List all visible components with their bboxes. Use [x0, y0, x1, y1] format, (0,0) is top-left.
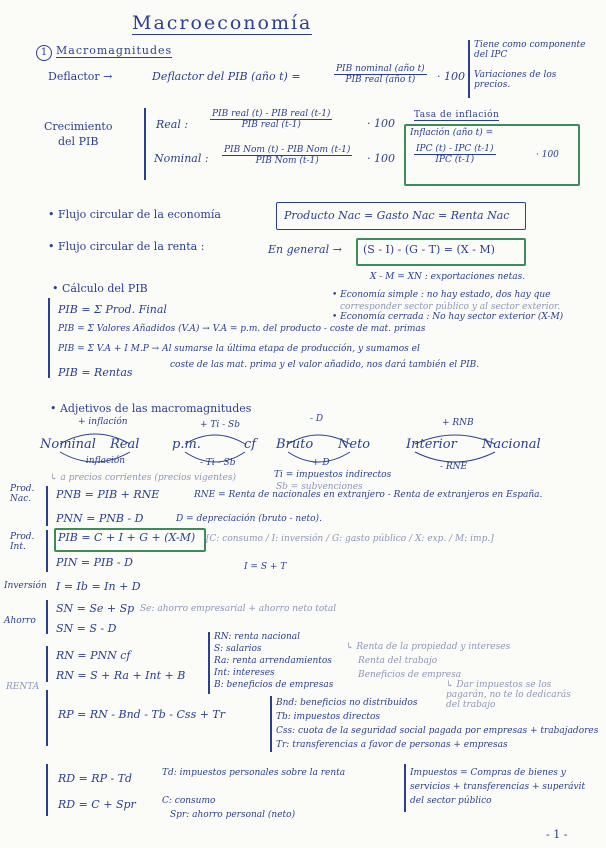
renta-right-note-4: ↳ Dar impuestos se los pagarán, no te lo dedicarás del trabajo [446, 680, 571, 710]
flujo-renta-formula: (S - I) - (G - T) = (X - M) [363, 243, 495, 256]
xn-note: X - M = XN : exportaciones netas. [370, 272, 526, 282]
adj-pm: p.m. [172, 437, 201, 452]
calculo-line4: PIB = Rentas [58, 366, 133, 379]
rd-line2: RD = C + Spr [58, 798, 136, 811]
deflactor-lhs: Deflactor del PIB (año t) = [152, 70, 301, 83]
rnb-top: + RNB [442, 418, 474, 428]
inversion-side: Inversión [4, 581, 47, 591]
real-fraction [210, 109, 332, 130]
precios-note: ↳ a precios corrientes (precios vigentes) [50, 473, 236, 483]
calculo-line3: PIB = Σ V.A + I M.P → Al sumarse la última etapa de producción, y sumamos el [58, 344, 420, 354]
ahorro-side: Ahorro [4, 616, 36, 626]
tasa-fraction [414, 144, 496, 165]
side-note-ipc: Tiene como componente del IPC [474, 40, 586, 60]
rn-line2: RN = S + Ra + Int + B [56, 669, 186, 682]
tasa-denominator: IPC (t-1) [435, 155, 475, 165]
ahorro-note: Se: ahorro empresarial + ahorro neto total [140, 604, 337, 614]
d-note: D = depreciación (bruto - neto). [176, 514, 322, 524]
renta-right-note-3: Beneficios de empresa [358, 670, 462, 680]
d-bottom: + D [312, 458, 330, 468]
page-number: - 1 - [546, 828, 568, 841]
pnb-line: PNB = PIB + RNE [56, 488, 160, 501]
deflactor-fraction [334, 64, 427, 85]
rp-legend-bracket [270, 696, 272, 752]
ahorro-line1: SN = Se + Sp [56, 602, 135, 615]
pin-line: PIN = PIB - D [56, 556, 133, 569]
rp-line: RP = RN - Bnd - Tb - Css + Tr [58, 708, 226, 721]
adj-bruto: Bruto [276, 437, 314, 452]
renta-right-note-2: Renta del trabajo [358, 656, 438, 666]
spr-note: Spr: ahorro personal (neto) [170, 810, 296, 820]
calculo-line1: PIB = Σ Prod. Final [58, 303, 167, 316]
calculo-note1b: corresponder sector público y al sector exterior. [340, 302, 561, 312]
deflactor-times100: · 100 [437, 70, 465, 83]
adjetivos-heading: • Adjetivos de las macromagnitudes [50, 402, 252, 415]
tasa-times100: · 100 [536, 150, 559, 160]
section-number: 1 [36, 45, 52, 61]
nominal-times100: · 100 [367, 152, 395, 165]
d-top: - D [310, 414, 324, 424]
prod-int-bracket [46, 530, 48, 572]
calculo-bracket [48, 298, 50, 378]
flujo-renta-label: • Flujo circular de la renta : [48, 240, 205, 253]
td-note: Td: impuestos personales sobre la renta [162, 768, 346, 778]
rp-bracket [46, 690, 48, 746]
adj-real: Real [110, 437, 140, 452]
side-bracket [468, 40, 470, 98]
crecimiento-bracket [144, 108, 146, 180]
side-note-variaciones: Variaciones de los precios. [474, 70, 557, 90]
deflactor-denominator: PIB real (año t) [345, 75, 416, 85]
pnn-line: PNN = PNB - D [56, 512, 144, 525]
calculo-note2: • Economía cerrada : No hay sector exterior (X-M) [332, 312, 564, 322]
ti-sb-bottom: - Ti - Sb [200, 458, 236, 468]
renta-side: RENTA [6, 682, 40, 692]
rp-legend-3: Tr: transferencias a favor de personas + empresas [276, 740, 508, 750]
real-denominator: PIB real (t-1) [241, 120, 301, 130]
deflactor-label: Deflactor → [48, 70, 113, 83]
rn-line1: RN = PNN cf [56, 649, 131, 662]
rp-legend-2: Css: cuota de la seguridad social pagada por empresas + trabajadores [276, 726, 599, 736]
real-label: Real : [156, 118, 189, 131]
adj-interior: Interior [406, 437, 457, 452]
nominal-denominator: PIB Nom (t-1) [255, 156, 319, 166]
tasa-numerator: IPC (t) - IPC (t-1) [416, 144, 494, 154]
box-note-bracket [404, 764, 406, 812]
rne-note: RNE = Renta de nacionales en extranjero - Renta de extranjeros en España. [194, 490, 543, 500]
tasa-title: Tasa de inflación [414, 110, 500, 120]
real-times100: · 100 [367, 117, 395, 130]
flujo-economia-label: • Flujo circular de la economía [48, 208, 221, 221]
rn-legend-3: Int: intereses [214, 668, 275, 678]
pib-note: [C: consumo / I: inversión / G: gasto público / X: exp. / M: imp.] [206, 534, 494, 544]
calculo-heading: • Cálculo del PIB [52, 282, 148, 295]
box-note: Impuestos = Compras de bienes y servicios + transferencias + superávit del sector público [410, 768, 586, 806]
tasa-line1: Inflación (año t) = [410, 128, 494, 138]
nominal-numerator: PIB Nom (t) - PIB Nom (t-1) [224, 145, 351, 155]
inflacion-bottom: - inflación [80, 456, 126, 466]
calculo-line2: PIB = Σ Valores Añadidos (V.A) → V.A = p.m. del producto - coste de mat. primas [58, 324, 426, 334]
rd-bracket [46, 764, 48, 816]
adj-nacional: Nacional [482, 437, 541, 452]
ti-sb-top: + Ti - Sb [200, 420, 240, 430]
flujo-economia-formula: Producto Nac = Gasto Nac = Renta Nac [284, 209, 510, 222]
ti-note: Ti = impuestos indirectos [274, 470, 392, 480]
rn-legend-1: S: salarios [214, 644, 262, 654]
sb-note: Sb = subvenciones [276, 482, 363, 492]
prod-int-side: Prod. Int. [10, 532, 35, 552]
deflactor-numerator: PIB nominal (año t) [336, 64, 425, 74]
ahorro-line2: SN = S - D [56, 622, 117, 635]
i-note: I = S + T [244, 562, 287, 572]
nominal-fraction [222, 145, 352, 166]
crecimiento-label-2: del PIB [58, 135, 99, 148]
rn-legend-4: B: beneficios de empresas [214, 680, 334, 690]
renta-right-note-1: ↳ Renta de la propiedad y intereses [346, 642, 511, 652]
rnb-bottom: - RNE [440, 462, 468, 472]
page-title: Macroeconomía [132, 12, 313, 34]
nominal-label: Nominal : [154, 152, 209, 165]
rn-legend-bracket [208, 632, 210, 694]
prod-nac-side: Prod. Nac. [10, 484, 35, 504]
rp-legend-1: Tb: impuestos directos [276, 712, 381, 722]
adj-neto: Neto [338, 437, 371, 452]
real-numerator: PIB real (t) - PIB real (t-1) [212, 109, 331, 119]
inflacion-top: + inflación [78, 417, 128, 427]
ahorro-bracket [46, 600, 48, 634]
renta-bracket-1 [46, 646, 48, 682]
prod-nac-bracket [46, 486, 48, 526]
crecimiento-label-1: Crecimiento [44, 120, 113, 133]
c-note: C: consumo [162, 796, 216, 806]
rp-legend-0: Bnd: beneficios no distribuidos [276, 698, 418, 708]
calculo-line3b: coste de las mat. prima y el valor añadido, nos dará también el PIB. [170, 360, 480, 370]
inversion-line: I = Ib = In + D [56, 580, 141, 593]
en-general-label: En general → [268, 243, 342, 256]
rn-legend-2: Ra: renta arrendamientos [214, 656, 332, 666]
rn-legend-0: RN: renta nacional [214, 632, 301, 642]
calculo-note1: • Economía simple : no hay estado, dos hay que [332, 290, 551, 300]
pib-formula: PIB = C + I + G + (X-M) [58, 531, 196, 544]
rd-line1: RD = RP - Td [58, 772, 133, 785]
adj-nominal: Nominal [40, 437, 96, 452]
adj-cf: cf [244, 437, 257, 452]
section-heading: Macromagnitudes [56, 44, 173, 57]
